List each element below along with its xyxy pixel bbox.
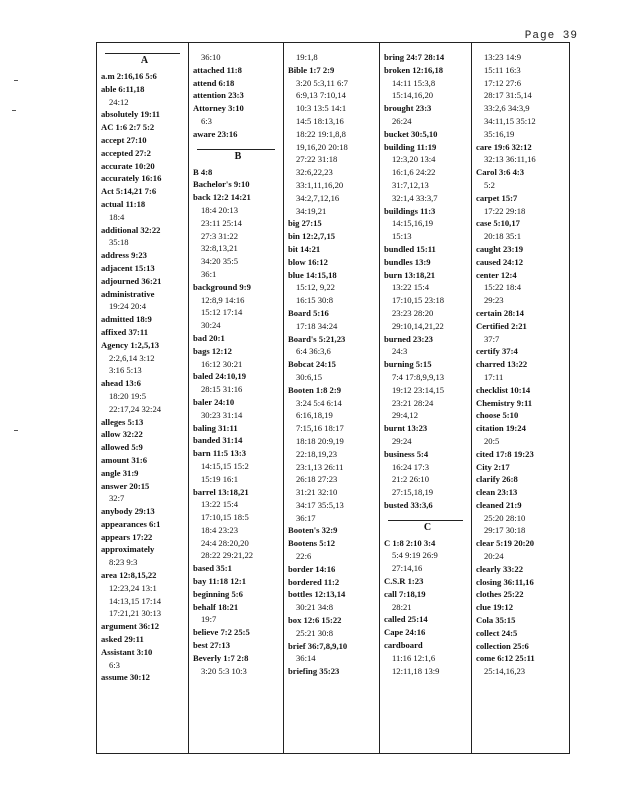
index-entry-continuation: 30:6,15 [296, 371, 323, 382]
index-entry: buildings 11:3 [384, 205, 436, 216]
index-entry: assume 30:12 [101, 672, 150, 683]
index-entry-continuation: 23:1,13 26:11 [296, 461, 344, 472]
index-entry-continuation: 12:23,24 13:1 [109, 582, 157, 593]
index-entry-continuation: 14:15,15 15:2 [201, 460, 249, 471]
index-entry: behalf 18:21 [193, 601, 239, 612]
index-entry: baling 31:11 [193, 422, 238, 433]
index-entry-continuation: 30:23 31:14 [201, 409, 243, 420]
index-entry: Certified 2:21 [476, 320, 527, 331]
index-column-2 [188, 43, 283, 753]
index-entry: barn 11:5 13:3 [193, 448, 246, 459]
index-entry-continuation: 12:11,18 13:9 [392, 665, 440, 676]
index-entry: burn 13:18,21 [384, 269, 436, 280]
index-entry-continuation: 22:6 [296, 551, 312, 562]
index-entry: busted 33:3,6 [384, 499, 433, 510]
index-entry-continuation: 36:17 [296, 512, 316, 523]
index-entry-continuation: 15:12, 9,22 [296, 282, 335, 293]
index-entry-continuation: 24:12 [109, 96, 129, 107]
index-entry: certify 37:4 [476, 346, 518, 357]
index-entry: Carol 3:6 4:3 [476, 167, 525, 178]
index-entry-continuation: 34:2,7,12,16 [296, 192, 340, 203]
index-entry-continuation: 18:4 23:23 [201, 524, 239, 535]
index-entry-continuation: 18:22 19:1,8,8 [296, 128, 346, 139]
index-entry-continuation: 15:14,16,20 [392, 90, 434, 101]
index-entry: AC 1:6 2:7 5:2 [101, 122, 155, 133]
index-entry: bucket 30:5,10 [384, 128, 438, 139]
index-entry: Cape 24:16 [384, 627, 426, 638]
index-entry-continuation: 20:24 [484, 551, 504, 562]
index-entry-continuation: 6:4 36:3,6 [296, 346, 331, 357]
index-entry-continuation: 29:10,14,21,22 [392, 320, 444, 331]
index-entry-continuation: 7:4 17:8,9,9,13 [392, 371, 445, 382]
index-entry: bin 12:2,7,15 [288, 231, 336, 242]
index-entry-continuation: 17:22 29:18 [484, 205, 526, 216]
index-entry: answer 20:15 [101, 480, 150, 491]
index-entry: attention 23:3 [193, 90, 244, 101]
index-entry: appearances 6:1 [101, 518, 161, 529]
index-entry: believe 7:2 25:5 [193, 627, 250, 638]
index-entry-continuation: 18:4 20:13 [201, 204, 239, 215]
index-entry: call 7:18,19 [384, 588, 426, 599]
index-entry-continuation: 24:3 [392, 346, 408, 357]
index-entry: Agency 1:2,5,13 [101, 339, 159, 350]
index-entry: administrative [101, 288, 155, 299]
index-entry-continuation: 29:23 [484, 295, 504, 306]
index-entry: adjacent 15:13 [101, 262, 155, 273]
index-entry-continuation: 37:7 [484, 333, 500, 344]
index-entry: cardboard [384, 640, 423, 651]
index-entry-continuation: 34:17 35:5,13 [296, 499, 344, 510]
index-entry: affixed 37:11 [101, 326, 149, 337]
index-entry: Bobcat 24:15 [288, 359, 336, 370]
index-entry: absolutely 19:11 [101, 109, 160, 120]
index-entry: cleaned 21:9 [476, 499, 522, 510]
index-entry: bottles 12:13,14 [288, 589, 346, 600]
index-entry: baler 24:10 [193, 396, 235, 407]
index-entry: charred 13:22 [476, 359, 528, 370]
index-entry: admitted 18:9 [101, 314, 152, 325]
index-entry-continuation: 35:18 [109, 237, 129, 248]
index-entry-continuation: 19:24 20:4 [109, 301, 147, 312]
index-entry: business 5:4 [384, 448, 429, 459]
index-entry-continuation: 10:3 13:5 14:1 [296, 103, 347, 114]
index-entry-continuation: 19:12 23:14,15 [392, 384, 445, 395]
index-entry-continuation: 17:10,15 23:18 [392, 295, 445, 306]
index-entry-continuation: 20:18 35:1 [484, 231, 522, 242]
index-entry-continuation: 36:10 [201, 52, 221, 62]
index-entry-continuation: 18:4 [109, 211, 125, 222]
index-entry: building 11:19 [384, 141, 437, 152]
index-entry-continuation: 19:1,8 [296, 52, 318, 62]
index-entry-continuation: 17:10,15 18:5 [201, 512, 249, 523]
index-entry-continuation: 28:21 [392, 601, 412, 612]
index-entry: able 6:11,18 [101, 83, 145, 94]
index-entry: attend 6:18 [193, 77, 235, 88]
page-number: Page 39 [524, 30, 578, 42]
index-entry-continuation: 18:20 19:5 [109, 390, 147, 401]
index-entry: collection 25:6 [476, 640, 529, 651]
index-entry-continuation: 21:2 26:10 [392, 474, 430, 485]
index-entry: area 12:8,15,22 [101, 570, 157, 581]
index-entry-continuation: 36:14 [296, 653, 316, 664]
index-entry: Booten's 32:9 [288, 525, 338, 536]
index-entry: C.S.R 1:23 [384, 576, 424, 587]
index-entry-continuation: 6:9,13 7:10,14 [296, 90, 346, 101]
index-entry: appears 17:22 [101, 531, 153, 542]
index-entry-continuation: 8:23 9:3 [109, 557, 138, 568]
index-entry: Attorney 3:10 [193, 103, 244, 114]
index-entry: caught 23:19 [476, 243, 524, 254]
index-entry-continuation: 28:17 31:5,14 [484, 90, 532, 101]
scan-artifact-mark [14, 430, 18, 431]
index-entry-continuation: 5:4 9:19 26:9 [392, 550, 438, 561]
index-entry-continuation: 33:2,6 34:3,9 [484, 103, 530, 114]
index-entry: address 9:23 [101, 250, 147, 261]
index-entry-continuation: 15:13 [392, 231, 412, 242]
index-entry-continuation: 12:8,9 14:16 [201, 294, 245, 305]
index-entry: accurately 16:16 [101, 173, 162, 184]
index-entry-continuation: 3:24 5:4 6:14 [296, 397, 342, 408]
index-entry: citation 19:24 [476, 423, 526, 434]
index-entry-continuation: 31:7,12,13 [392, 179, 429, 190]
index-entry: angle 31:9 [101, 467, 139, 478]
index-entry-continuation: 25:20 28:10 [484, 512, 526, 523]
index-entry-continuation: 34:20 35:5 [201, 256, 239, 267]
index-entry: Cola 35:15 [476, 615, 516, 626]
index-entry-continuation: 16:24 17:3 [392, 461, 430, 472]
index-entry: Assistant 3:10 [101, 646, 153, 657]
index-entry: Booten 1:8 2:9 [288, 384, 341, 395]
index-entry-continuation: 27:14,16 [392, 563, 423, 574]
index-entry-continuation: 27:3 31:22 [201, 230, 239, 241]
index-entry: adjourned 36:21 [101, 275, 162, 286]
index-entry-continuation: 14:15,16,19 [392, 218, 434, 229]
index-entry: Bachelor's 9:10 [193, 179, 250, 190]
index-entry: anybody 29:13 [101, 506, 155, 517]
index-entry: box 12:6 15:22 [288, 615, 342, 626]
index-entry-continuation: 23:21 28:24 [392, 397, 434, 408]
index-entry: clarify 26:8 [476, 474, 518, 485]
index-entry: actual 11:18 [101, 198, 146, 209]
index-entry-continuation: 34:19,21 [296, 205, 327, 216]
index-entry-continuation: 17:12 27:6 [484, 77, 522, 88]
index-entry-continuation: 23:11 25:14 [201, 217, 242, 228]
index-entry-continuation: 25:21 30:8 [296, 627, 334, 638]
index-entry: Board 5:16 [288, 307, 329, 318]
index-entry: Bible 1:7 2:9 [288, 64, 335, 75]
index-entry: beginning 5:6 [193, 588, 243, 599]
index-entry: bordered 11:2 [288, 576, 340, 587]
index-entry-continuation: 29:24 [392, 435, 412, 446]
index-entry: big 27:15 [288, 218, 322, 229]
index-entry-continuation: 6:3 [109, 659, 120, 670]
index-entry: allow 32:22 [101, 429, 143, 440]
index-table [96, 42, 570, 754]
index-entry: ahead 13:6 [101, 378, 141, 389]
index-entry-continuation: 36:1 [201, 268, 217, 279]
index-entry-continuation: 33:1,11,16,20 [296, 179, 344, 190]
index-entry-continuation: 32:8,13,21 [201, 243, 238, 254]
index-entry: accepted 27:2 [101, 147, 151, 158]
index-entry: additional 32:22 [101, 224, 161, 235]
index-entry: clear 5:19 20:20 [476, 538, 535, 549]
index-entry: based 35:1 [193, 563, 232, 574]
index-entry-continuation: 25:14,16,23 [484, 666, 526, 677]
index-entry: burning 5:15 [384, 359, 432, 370]
index-entry-continuation: 32:7 [109, 493, 125, 504]
index-entry-continuation: 15:12 17:14 [201, 307, 243, 318]
index-entry: brief 36:7,8,9,10 [288, 640, 348, 651]
index-entry: attached 11:8 [193, 64, 242, 75]
index-entry-continuation: 26:18 27:23 [296, 474, 338, 485]
index-entry: bundled 15:11 [384, 243, 436, 254]
index-entry-continuation: 22:17,24 32:24 [109, 403, 162, 414]
index-entry: border 14:16 [288, 563, 336, 574]
index-entry: cited 17:8 19:23 [476, 448, 534, 459]
index-entry: banded 31:14 [193, 435, 243, 446]
index-entry: collect 24:5 [476, 627, 518, 638]
index-entry-continuation: 11:16 12:1,6 [392, 652, 436, 663]
index-entry-continuation: 27:22 31:18 [296, 154, 338, 165]
index-entry-continuation: 6:16,18,19 [296, 410, 333, 421]
section-rule [197, 149, 275, 150]
index-entry-continuation: 7:15,16 18:17 [296, 423, 344, 434]
index-entry-continuation: 16:12 30:21 [201, 358, 243, 369]
index-entry: bad 20:1 [193, 332, 225, 343]
index-entry: clue 19:12 [476, 602, 513, 613]
index-entry-continuation: 27:15,18,19 [392, 487, 434, 498]
index-entry: center 12:4 [476, 269, 517, 280]
index-entry-continuation: 29:4,12 [392, 410, 419, 421]
index-entry: briefing 35:23 [288, 666, 340, 677]
index-column-5 [471, 43, 571, 753]
index-entry: bring 24:7 28:14 [384, 52, 445, 62]
index-entry: care 19:6 32:12 [476, 141, 532, 152]
index-entry: checklist 10:14 [476, 384, 531, 395]
index-entry: City 2:17 [476, 461, 510, 472]
index-entry: come 6:12 25:11 [476, 653, 535, 664]
index-entry: B 4:8 [193, 166, 213, 177]
index-entry-continuation: 16:15 30:8 [296, 295, 334, 306]
index-entry-continuation: 18:18 20:9,19 [296, 435, 344, 446]
index-entry: background 9:9 [193, 281, 251, 292]
index-entry: bit 14:21 [288, 243, 321, 254]
index-entry: bags 12:12 [193, 345, 232, 356]
scan-artifact-mark [12, 110, 16, 111]
index-entry: Bootens 5:12 [288, 538, 336, 549]
index-entry-continuation: 20:5 [484, 435, 500, 446]
index-entry: accurate 10:20 [101, 160, 155, 171]
index-entry-continuation: 32:13 36:11,16 [484, 154, 536, 165]
index-entry-continuation: 17:18 34:24 [296, 320, 338, 331]
section-letter: B [234, 150, 242, 162]
index-entry-continuation: 13:23 14:9 [484, 52, 522, 62]
index-entry: accept 27:10 [101, 134, 147, 145]
index-entry: bay 11:18 12:1 [193, 576, 246, 587]
section-letter-heading [384, 520, 471, 534]
index-entry: choose 5:10 [476, 410, 519, 421]
index-entry: amount 31:6 [101, 454, 148, 465]
index-entry: a.m 2:16,16 5:6 [101, 71, 157, 81]
index-entry: Board's 5:21,23 [288, 333, 346, 344]
index-entry: caused 24:12 [476, 256, 524, 267]
index-entry: clean 23:13 [476, 487, 518, 498]
index-entry: aware 23:16 [193, 128, 238, 139]
index-entry-continuation: 34:11,15 35:12 [484, 115, 536, 126]
index-entry: blow 16:12 [288, 256, 328, 267]
index-column-3 [283, 43, 379, 753]
index-entry: back 12:2 14:21 [193, 192, 251, 203]
index-entry-continuation: 19:7 [201, 614, 217, 625]
section-spacer [193, 141, 283, 147]
index-entry-continuation: 14:11 15:3,8 [392, 77, 436, 88]
index-entry-continuation: 17:11 [484, 371, 504, 382]
index-entry: C 1:8 2:10 3:4 [384, 537, 436, 548]
index-entry-continuation: 5:2 [484, 179, 495, 190]
index-entry-continuation: 29:17 30:18 [484, 525, 526, 536]
index-entry-continuation: 13:22 15:4 [201, 499, 239, 510]
index-entry-continuation: 23:23 28:20 [392, 307, 434, 318]
section-letter: A [140, 55, 149, 66]
section-letter-heading [101, 53, 188, 67]
index-entry: argument 36:12 [101, 621, 159, 632]
index-entry-continuation: 3:16 5:13 [109, 365, 142, 376]
section-rule [105, 53, 180, 54]
index-entry-continuation: 22:18,19,23 [296, 448, 338, 459]
index-entry: certain 28:14 [476, 307, 524, 318]
index-entry: carpet 15:7 [476, 192, 518, 203]
index-entry-continuation: 28:15 31:16 [201, 384, 243, 395]
index-entry: approximately [101, 544, 155, 555]
section-spacer [384, 512, 471, 518]
index-entry-continuation: 3:20 5:3 10:3 [201, 665, 247, 676]
index-entry-continuation: 14:5 18:13,16 [296, 115, 344, 126]
index-entry: closing 36:11,16 [476, 576, 534, 587]
index-column-1 [97, 43, 188, 753]
index-entry-continuation: 15:11 16:3 [484, 64, 521, 75]
index-entry: burned 23:23 [384, 333, 433, 344]
index-entry: best 27:13 [193, 640, 230, 651]
index-entry: bundles 13:9 [384, 256, 431, 267]
scan-artifact-mark [14, 80, 18, 81]
index-entry-continuation: 28:22 29:21,22 [201, 550, 254, 561]
index-entry: burnt 13:23 [384, 423, 428, 434]
index-entry-continuation: 17:21,21 30:13 [109, 608, 162, 619]
index-entry: asked 29:11 [101, 634, 144, 645]
index-entry-continuation: 13:22 15:4 [392, 282, 430, 293]
index-entry: brought 23:3 [384, 103, 432, 114]
index-entry-continuation: 32:1,4 33:3,7 [392, 192, 438, 203]
index-entry-continuation: 32:6,22,23 [296, 167, 333, 178]
index-entry-continuation: 14:13,15 17:14 [109, 595, 162, 606]
index-entry-continuation: 35:16,19 [484, 128, 515, 139]
index-entry: broken 12:16,18 [384, 64, 444, 75]
section-letter: C [423, 521, 432, 533]
index-entry-continuation: 30:24 [201, 320, 221, 331]
index-entry: barrel 13:18,21 [193, 486, 249, 497]
index-entry: Act 5:14,21 7:6 [101, 186, 157, 197]
index-entry-continuation: 26:24 [392, 115, 412, 126]
index-entry-continuation: 31:21 32:10 [296, 487, 338, 498]
section-rule [388, 520, 463, 521]
index-entry: clothes 25:22 [476, 589, 524, 600]
index-entry: called 25:14 [384, 614, 428, 625]
index-entry: Chemistry 9:11 [476, 397, 533, 408]
index-entry: alleges 5:13 [101, 416, 144, 427]
index-entry-continuation: 16:1,6 24:22 [392, 167, 436, 178]
index-entry: blue 14:15,18 [288, 269, 337, 280]
index-entry: clearly 33:22 [476, 563, 524, 574]
index-entry-continuation: 30:21 34:8 [296, 602, 334, 613]
index-entry-continuation: 24:4 28:20,20 [201, 537, 249, 548]
index-entry: baled 24:10,19 [193, 371, 246, 382]
section-letter-heading [193, 149, 283, 163]
index-column-4 [379, 43, 471, 753]
index-entry: allowed 5:9 [101, 442, 143, 453]
index-entry-continuation: 19,16,20 20:18 [296, 141, 348, 152]
index-entry-continuation: 15:22 18:4 [484, 282, 522, 293]
index-entry-continuation: 3:20 5:3,11 6:7 [296, 77, 348, 88]
index-entry-continuation: 15:19 16:1 [201, 473, 239, 484]
index-entry-continuation: 2:2,6,14 3:12 [109, 352, 155, 363]
index-entry-continuation: 6:3 [201, 115, 212, 126]
index-entry: Beverly 1:7 2:8 [193, 652, 249, 663]
index-entry-continuation: 12:3,20 13:4 [392, 154, 436, 165]
index-entry: case 5:10,17 [476, 218, 520, 229]
